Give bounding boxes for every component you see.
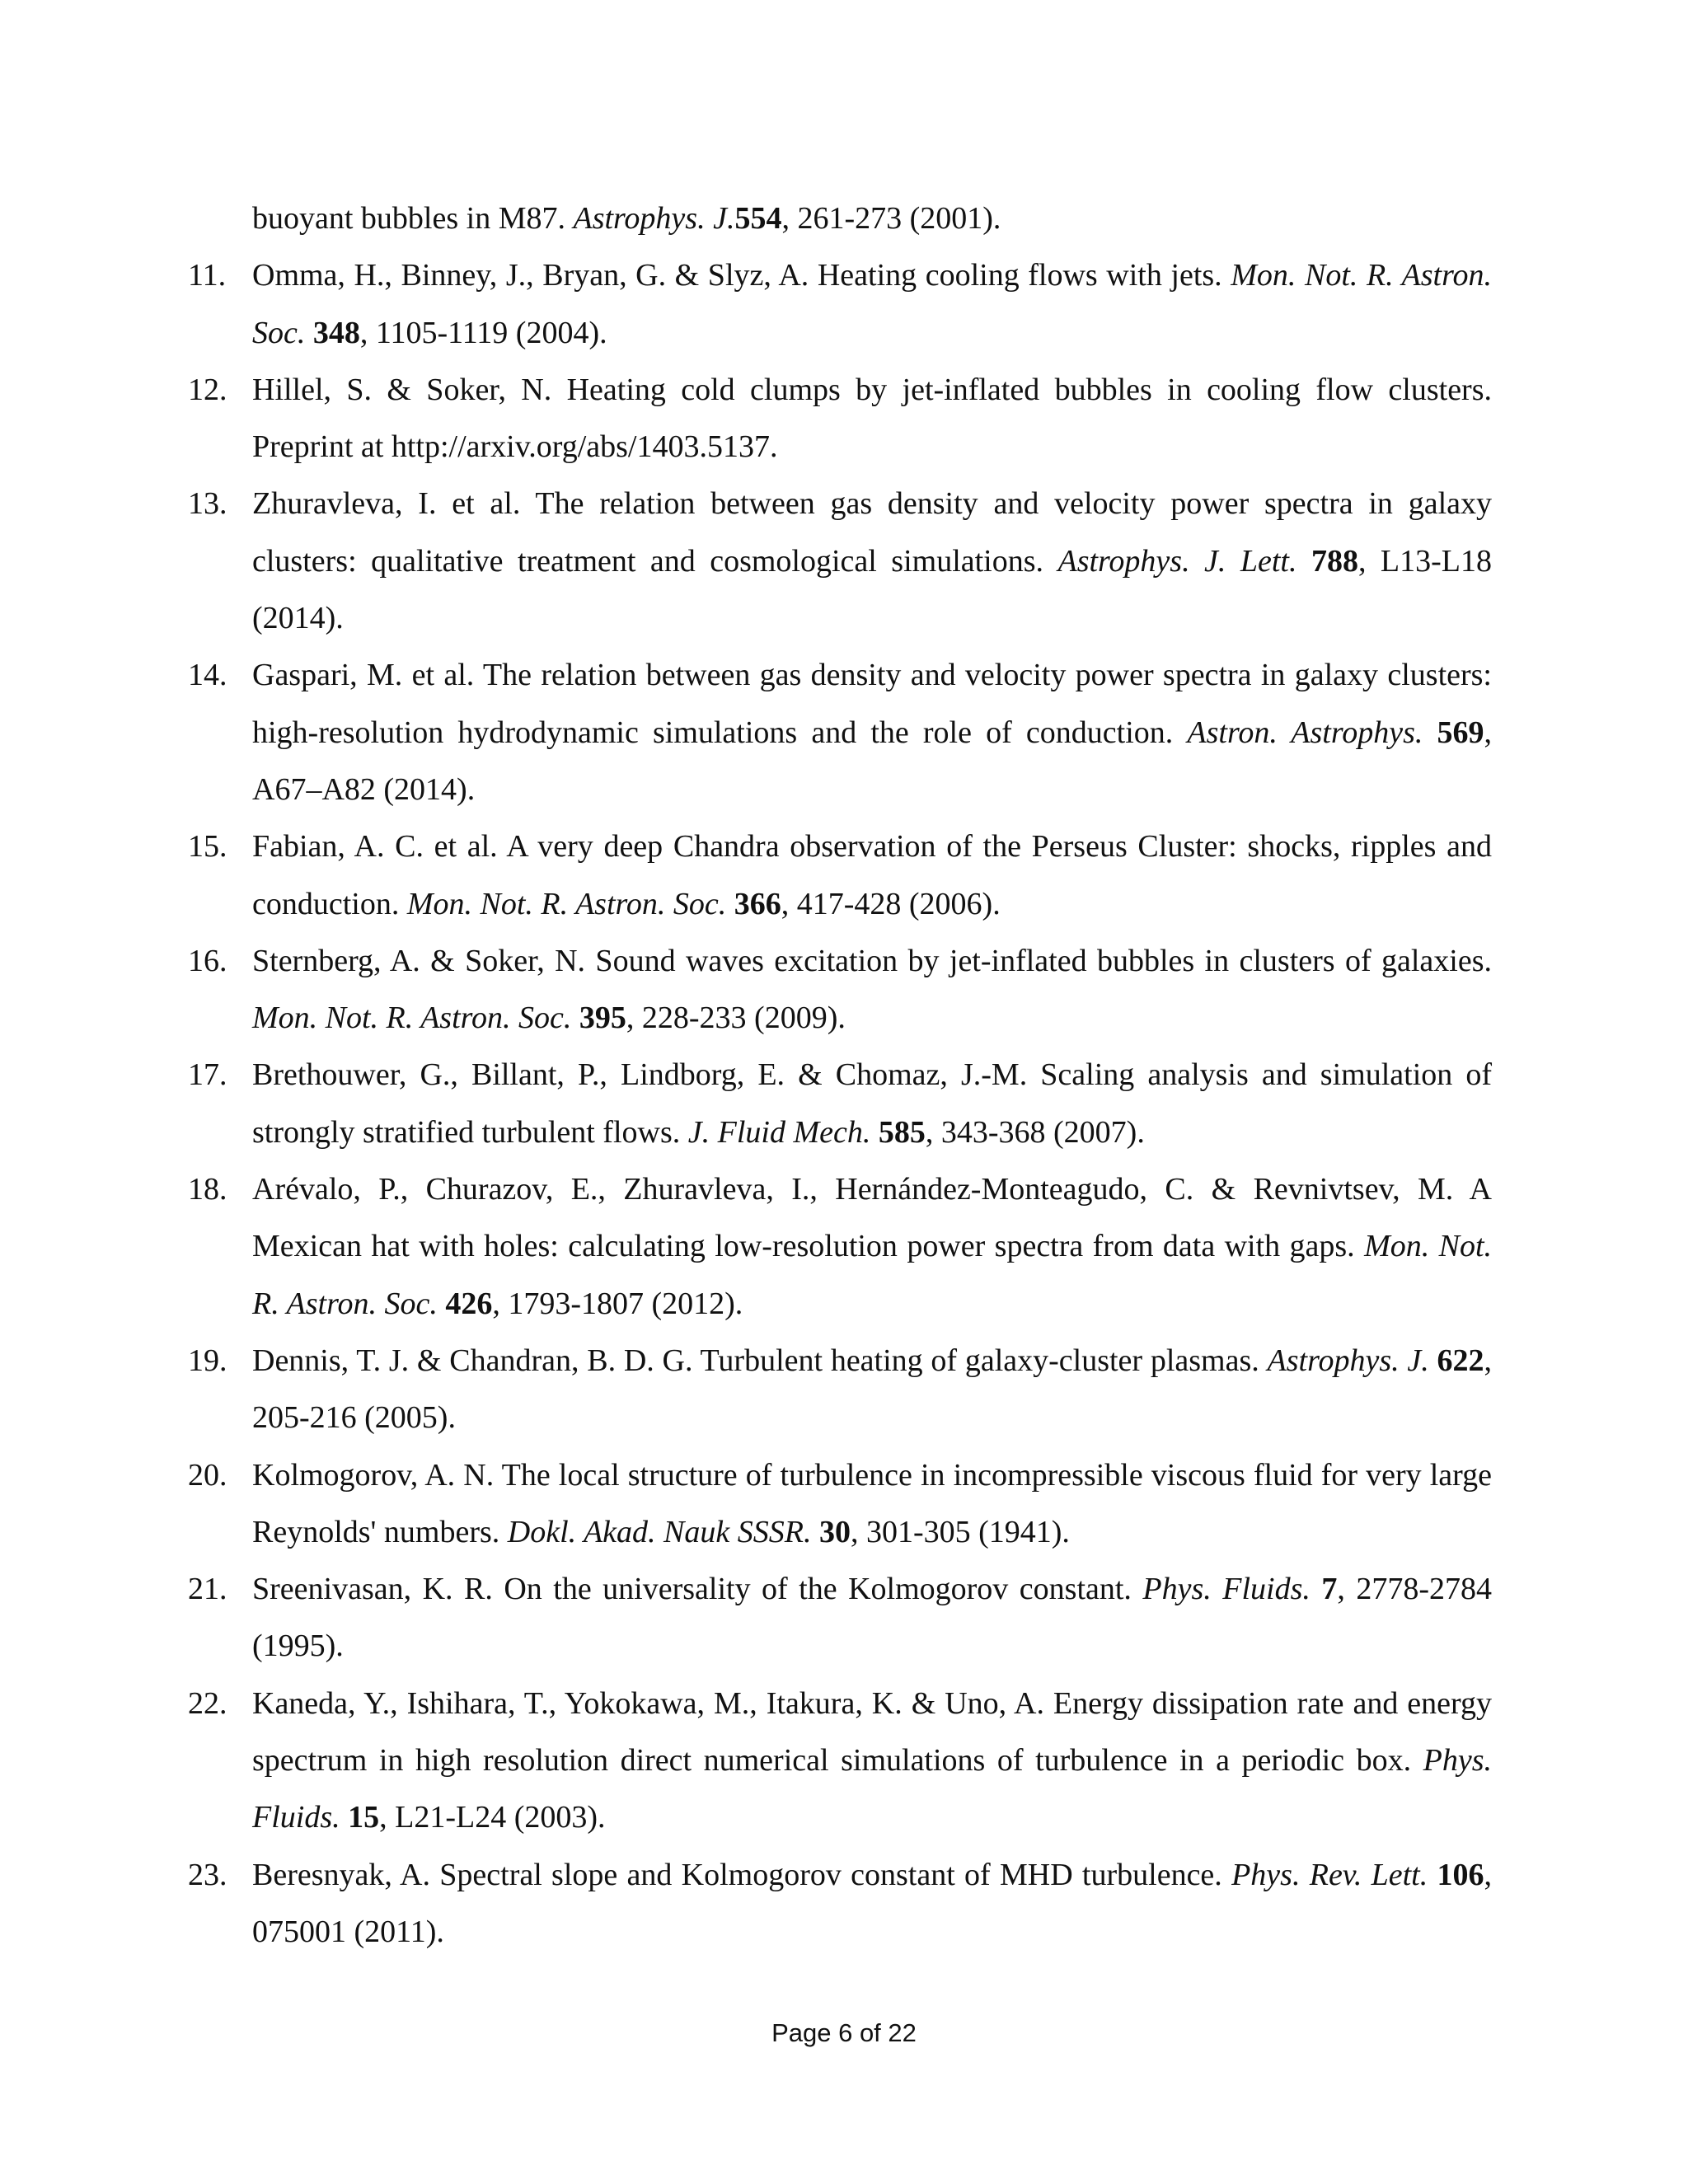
reference-text bbox=[252, 373, 1492, 464]
reference-journal: Astrophys. J. bbox=[573, 201, 735, 236]
reference-text bbox=[252, 829, 1492, 921]
reference-text bbox=[252, 658, 1492, 807]
reference-authors-title: Kolmogorov, A. N. The local structure of turbulence in incompressible viscous fluid for very large Reynolds' numbers. bbox=[252, 1457, 1492, 1549]
reference-authors-title: buoyant bubbles in M87. bbox=[252, 201, 565, 236]
reference-authors-title: Zhuravleva, I. et al. The relation between gas density and velocity power spectra in galaxy clusters: qualitative treatment and cosmological simulations. bbox=[252, 486, 1492, 579]
reference-number: 13. bbox=[188, 486, 227, 522]
reference-journal: Mon. Not. R. Astron. Soc. bbox=[406, 886, 727, 921]
reference-item bbox=[188, 190, 1492, 247]
reference-volume: 106 bbox=[1437, 1857, 1484, 1892]
reference-item bbox=[188, 1047, 1492, 1161]
reference-pages-year: , A67–A82 (2014). bbox=[252, 715, 1493, 807]
reference-text bbox=[252, 1572, 1492, 1663]
reference-authors-title: Dennis, T. J. & Chandran, B. D. G. Turbulent heating of galaxy-cluster plasmas. bbox=[252, 1343, 1259, 1378]
reference-number: 21. bbox=[188, 1572, 227, 1607]
reference-authors-title: Gaspari, M. et al. The relation between gas density and velocity power spectra in galaxy clusters: high-resolution hydrodynamic simulations and the role of conduction. bbox=[252, 658, 1492, 750]
reference-pages-year: , L13-L18 (2014). bbox=[252, 543, 1493, 636]
reference-number: 12. bbox=[188, 372, 227, 407]
reference-item bbox=[188, 1561, 1492, 1675]
reference-volume: 554 bbox=[734, 201, 782, 236]
reference-number: 15. bbox=[188, 829, 227, 865]
reference-volume: 7 bbox=[1321, 1572, 1338, 1607]
reference-pages-year: , 417-428 (2006). bbox=[781, 886, 1001, 921]
reference-pages-year: , 2778-2784 (1995). bbox=[252, 1572, 1492, 1664]
reference-list bbox=[188, 190, 1492, 1961]
reference-authors-title: Hillel, S. & Soker, N. Heating cold clumps by jet-inflated bubbles in cooling flow clusters. Preprint at http://arxiv.org/abs/1403.5137. bbox=[252, 372, 1492, 465]
reference-volume: 426 bbox=[445, 1286, 493, 1321]
reference-pages-year: , 075001 (2011). bbox=[252, 1857, 1493, 1949]
reference-text bbox=[252, 201, 1001, 236]
reference-journal: Astrophys. J. bbox=[1267, 1343, 1429, 1378]
reference-volume: 788 bbox=[1311, 543, 1358, 579]
reference-text bbox=[252, 1172, 1492, 1321]
reference-number: 11. bbox=[188, 258, 227, 293]
reference-journal: Dokl. Akad. Nauk SSSR. bbox=[507, 1514, 812, 1549]
reference-authors-title: Sreenivasan, K. R. On the universality of the Kolmogorov constant. bbox=[252, 1572, 1132, 1607]
reference-authors-title: Omma, H., Binney, J., Bryan, G. & Slyz, A. Heating cooling flows with jets. bbox=[252, 258, 1222, 293]
reference-number: 17. bbox=[188, 1057, 227, 1093]
reference-pages-year: , 1105-1119 (2004). bbox=[359, 315, 607, 350]
reference-volume: 15 bbox=[348, 1800, 380, 1835]
reference-number: 14. bbox=[188, 658, 227, 693]
reference-pages-year: , L21-L24 (2003). bbox=[379, 1800, 606, 1835]
reference-volume: 366 bbox=[734, 886, 781, 921]
reference-number: 19. bbox=[188, 1343, 227, 1378]
reference-pages-year: , 205-216 (2005). bbox=[252, 1343, 1493, 1436]
reference-item bbox=[188, 476, 1492, 647]
reference-journal: Phys. Rev. Lett. bbox=[1231, 1857, 1428, 1892]
reference-authors-title: Arévalo, P., Churazov, E., Zhuravleva, I., Hernández-Monteagudo, C. & Revnivtsev, M. A Mexican hat with holes: calculating low-resolution power spectra from data with gaps. bbox=[252, 1172, 1492, 1264]
reference-item bbox=[188, 1675, 1492, 1847]
reference-item bbox=[188, 1847, 1492, 1961]
reference-journal: Astron. Astrophys. bbox=[1187, 715, 1423, 750]
reference-item bbox=[188, 247, 1492, 362]
reference-volume: 395 bbox=[579, 1001, 626, 1036]
reference-item bbox=[188, 362, 1492, 476]
reference-item bbox=[188, 647, 1492, 818]
reference-pages-year: , 1793-1807 (2012). bbox=[492, 1286, 743, 1321]
reference-item bbox=[188, 818, 1492, 933]
reference-journal: Mon. Not. R. Astron. Soc. bbox=[252, 1229, 1493, 1321]
reference-journal: Mon. Not. R. Astron. Soc. bbox=[252, 258, 1492, 350]
reference-authors-title: Sternberg, A. & Soker, N. Sound waves excitation by jet-inflated bubbles in clusters of galaxies. bbox=[252, 943, 1492, 978]
reference-number: 23. bbox=[188, 1857, 227, 1892]
reference-volume: 622 bbox=[1437, 1343, 1484, 1378]
reference-authors-title: Brethouwer, G., Billant, P., Lindborg, E. & Chomaz, J.-M. Scaling analysis and simulation of strongly stratified turbulent flows. bbox=[252, 1057, 1492, 1150]
reference-volume: 569 bbox=[1437, 715, 1484, 750]
page-footer bbox=[0, 2017, 1688, 2050]
reference-journal: Phys. Fluids. bbox=[1142, 1572, 1311, 1607]
reference-text bbox=[252, 944, 1492, 1035]
reference-text bbox=[252, 1686, 1492, 1835]
reference-number: 20. bbox=[188, 1457, 227, 1493]
reference-text bbox=[252, 1057, 1492, 1149]
reference-journal: Phys. Fluids. bbox=[252, 1743, 1493, 1835]
reference-pages-year: , 228-233 (2009). bbox=[626, 1001, 846, 1036]
reference-journal: Astrophys. J. Lett. bbox=[1057, 543, 1297, 579]
reference-item bbox=[188, 1333, 1492, 1447]
reference-item bbox=[188, 1447, 1492, 1562]
reference-item bbox=[188, 933, 1492, 1047]
page-number: Page 6 of 22 bbox=[771, 2018, 917, 2047]
reference-text bbox=[252, 1858, 1492, 1949]
reference-pages-year: , 343-368 (2007). bbox=[925, 1114, 1145, 1150]
reference-number: 18. bbox=[188, 1172, 227, 1207]
reference-pages-year: , 301-305 (1941). bbox=[850, 1514, 1070, 1549]
reference-volume: 348 bbox=[312, 315, 360, 350]
reference-journal: J. Fluid Mech. bbox=[687, 1114, 871, 1150]
reference-authors-title: Kaneda, Y., Ishihara, T., Yokokawa, M., Itakura, K. & Uno, A. Energy dissipation rate and energy spectrum in high resolution direct numerical simulations of turbulence in a periodic box. bbox=[252, 1685, 1492, 1779]
reference-text bbox=[252, 258, 1492, 349]
reference-volume: 585 bbox=[878, 1114, 926, 1150]
reference-journal: Mon. Not. R. Astron. Soc. bbox=[252, 1001, 572, 1036]
reference-text bbox=[252, 1458, 1492, 1549]
reference-item bbox=[188, 1161, 1492, 1333]
reference-pages-year: , 261-273 (2001). bbox=[781, 201, 1001, 236]
reference-authors-title: Fabian, A. C. et al. A very deep Chandra observation of the Perseus Cluster: shocks, ripples and conduction. bbox=[252, 829, 1492, 921]
reference-number: 16. bbox=[188, 943, 227, 978]
reference-text bbox=[252, 486, 1492, 635]
reference-text bbox=[252, 1343, 1492, 1435]
reference-volume: 30 bbox=[818, 1514, 851, 1549]
reference-number: 22. bbox=[188, 1685, 227, 1721]
reference-authors-title: Beresnyak, A. Spectral slope and Kolmogorov constant of MHD turbulence. bbox=[252, 1857, 1222, 1892]
